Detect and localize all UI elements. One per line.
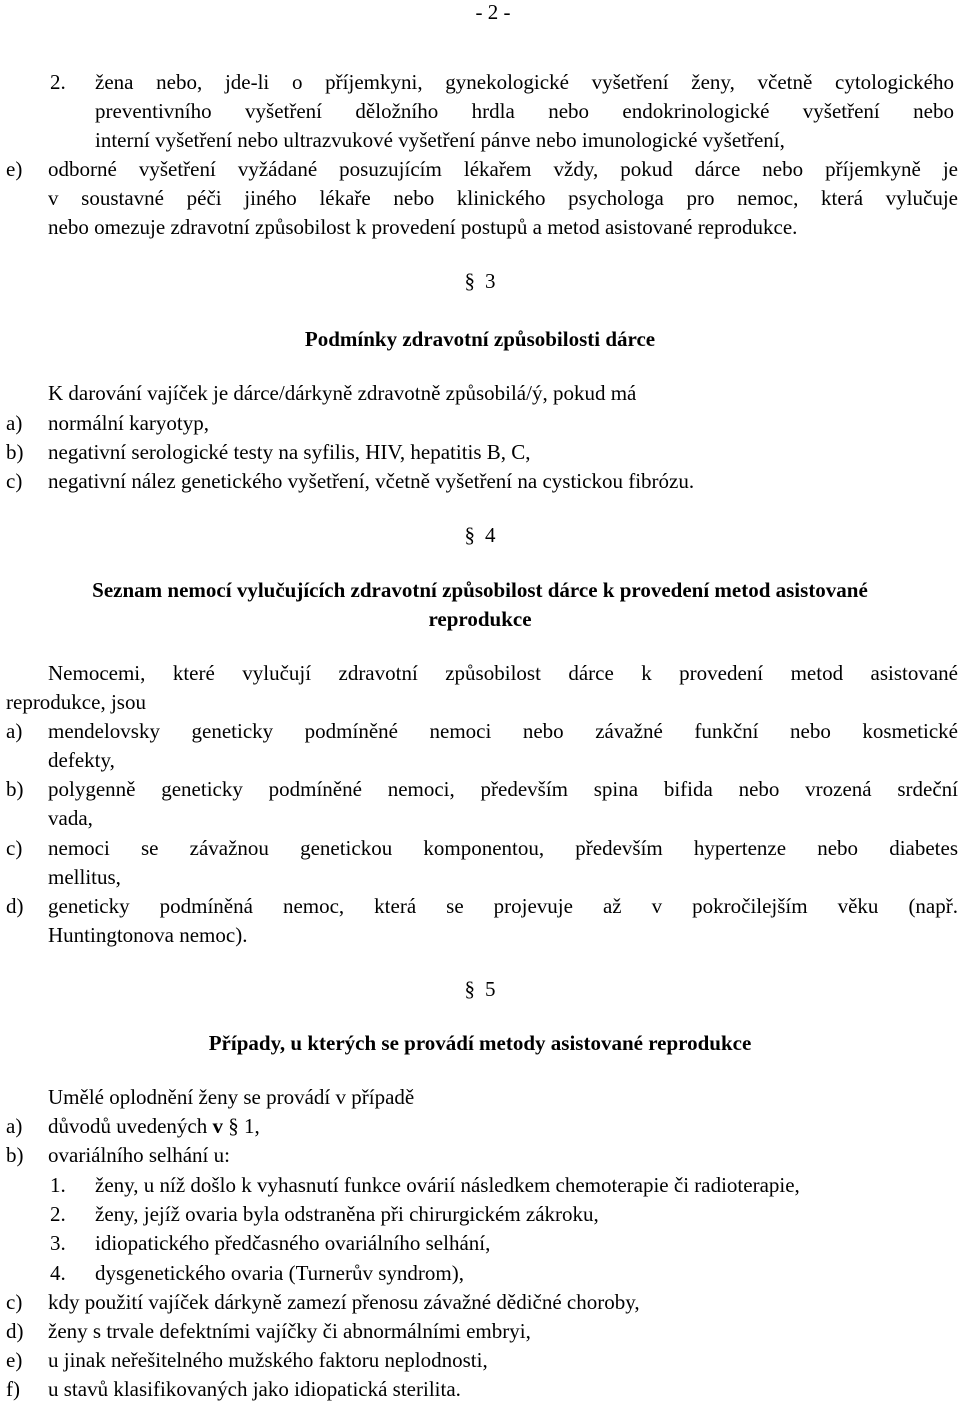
- list-item-continued: defekty,: [48, 748, 115, 772]
- section-3-lead: K darování vajíček je dárce/dárkyně zdravotně způsobilá/ý, pokud má: [48, 381, 637, 405]
- list-label: c): [6, 836, 23, 860]
- section-4-title-line-1: Seznam nemocí vylučujících zdravotní způsobilost dárce k provedení metod asistované: [92, 578, 868, 602]
- item-2-number: 2.: [50, 70, 66, 94]
- list-item: mendelovsky geneticky podmíněné nemoci nebo závažné funkční nebo kosmetické: [48, 719, 958, 743]
- item-e-label: e): [6, 157, 23, 181]
- section-sign: §: [464, 269, 475, 293]
- list-item-continued: Huntingtonova nemoc).: [48, 923, 248, 947]
- section-3-heading: [0, 267, 960, 296]
- section-sign: §: [464, 977, 475, 1001]
- list-item-reference: § 1,: [222, 1114, 260, 1138]
- list-label: f): [6, 1377, 20, 1401]
- sub-list-number: 1.: [50, 1173, 66, 1197]
- list-label: a): [6, 719, 23, 743]
- item-2-line-1: žena nebo, jde-li o příjemkyni, gynekologické vyšetření ženy, včetně cytologického: [95, 70, 954, 94]
- section-4-lead-line-2: reprodukce, jsou: [6, 690, 146, 714]
- list-item-continued: mellitus,: [48, 865, 121, 889]
- list-item: geneticky podmíněná nemoc, která se projevuje až v pokročilejším věku (např.: [48, 894, 958, 918]
- list-label: d): [6, 1319, 24, 1343]
- list-item: u stavů klasifikovaných jako idiopatická sterilita.: [48, 1377, 461, 1401]
- list-item: [48, 1112, 260, 1141]
- list-label: b): [6, 1143, 24, 1167]
- item-e-line-2: v soustavné péči jiného lékaře nebo klinického psychologa pro nemoc, která vylučuje: [48, 186, 958, 210]
- list-item: ovariálního selhání u:: [48, 1143, 230, 1167]
- sub-list-item: dysgenetického ovaria (Turnerův syndrom),: [95, 1261, 464, 1285]
- section-5-lead: Umělé oplodnění ženy se provádí v případě: [48, 1085, 415, 1109]
- section-4-title-line-2: reprodukce: [428, 607, 532, 631]
- list-item: negativní nález genetického vyšetření, včetně vyšetření na cystickou fibrózu.: [48, 469, 695, 493]
- list-item: ženy s trvale defektními vajíčky či abnormálními embryi,: [48, 1319, 531, 1343]
- list-label: a): [6, 411, 23, 435]
- section-number: 4: [485, 523, 496, 547]
- list-label: a): [6, 1114, 23, 1138]
- item-2-line-2: preventivního vyšetření děložního hrdla nebo endokrinologické vyšetření nebo: [95, 99, 954, 123]
- item-e-line-3: nebo omezuje zdravotní způsobilost k provedení postupů a metod asistované reprodukce.: [48, 215, 798, 239]
- list-item: u jinak neřešitelného mužského faktoru neplodnosti,: [48, 1348, 488, 1372]
- sub-list-number: 2.: [50, 1202, 66, 1226]
- section-number: 3: [485, 269, 496, 293]
- section-sign: §: [464, 523, 475, 547]
- sub-list-item: idiopatického předčasného ovariálního selhání,: [95, 1231, 491, 1255]
- list-label: b): [6, 440, 24, 464]
- list-label: b): [6, 777, 24, 801]
- list-item: nemoci se závažnou genetickou komponentou, především hypertenze nebo diabetes: [48, 836, 958, 860]
- list-item-text: důvodů uvedených: [48, 1114, 213, 1138]
- section-4-heading: [0, 521, 960, 550]
- sub-list-number: 4.: [50, 1261, 66, 1285]
- section-3-title: Podmínky zdravotní způsobilosti dárce: [304, 327, 656, 351]
- section-number: 5: [485, 977, 496, 1001]
- sub-list-item: ženy, u níž došlo k vyhasnutí funkce ovárií následkem chemoterapie či radioterapie,: [95, 1173, 800, 1197]
- section-5-heading: [0, 975, 960, 1004]
- list-label: c): [6, 469, 23, 493]
- page-number: - 2 -: [475, 0, 511, 24]
- list-item: polygenně geneticky podmíněné nemoci, především spina bifida nebo vrozená srdeční: [48, 777, 958, 801]
- item-2-line-3: interní vyšetření nebo ultrazvukové vyšetření pánve nebo imunologické vyšetření,: [95, 128, 785, 152]
- section-5-title: Případy, u kterých se provádí metody asistované reprodukce: [208, 1031, 752, 1055]
- list-label: c): [6, 1290, 23, 1314]
- sub-list-item: ženy, jejíž ovaria byla odstraněna při chirurgickém zákroku,: [95, 1202, 599, 1226]
- list-item-bold-text: v: [212, 1114, 223, 1138]
- list-item: kdy použití vajíček dárkyně zamezí přenosu závažné dědičné choroby,: [48, 1290, 640, 1314]
- section-4-lead-line-1: Nemocemi, které vylučují zdravotní způsobilost dárce k provedení metod asistované: [48, 661, 958, 685]
- list-item: normální karyotyp,: [48, 411, 209, 435]
- list-label: e): [6, 1348, 23, 1372]
- item-e-line-1: odborné vyšetření vyžádané posuzujícím lékařem vždy, pokud dárce nebo příjemkyně je: [48, 157, 958, 181]
- list-item: negativní serologické testy na syfilis, HIV, hepatitis B, C,: [48, 440, 531, 464]
- sub-list-number: 3.: [50, 1231, 66, 1255]
- list-label: d): [6, 894, 24, 918]
- list-item-continued: vada,: [48, 806, 93, 830]
